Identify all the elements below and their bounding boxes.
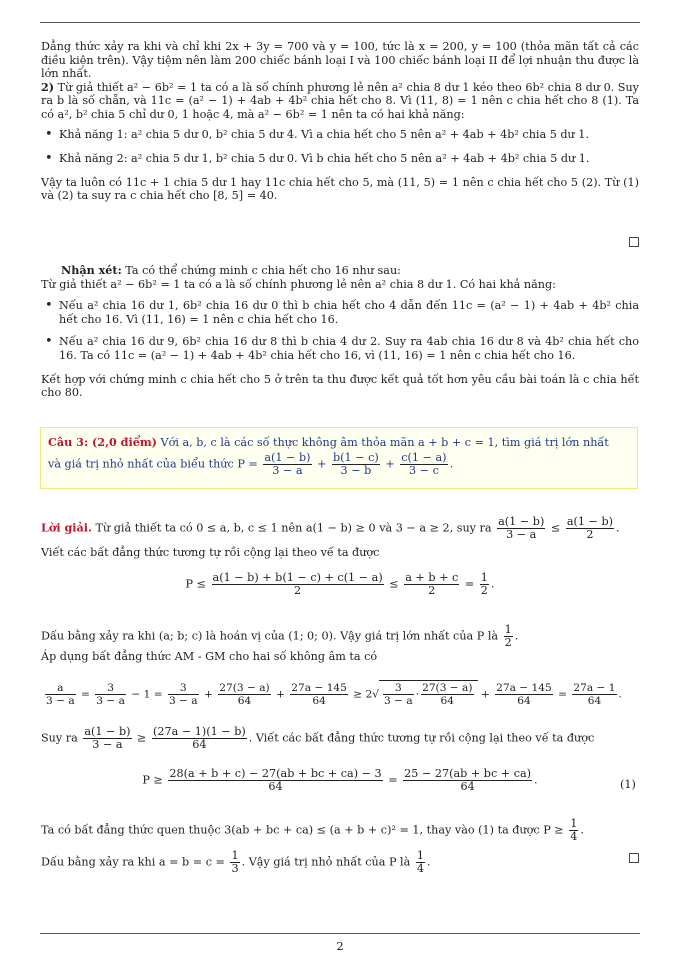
solution-text-7b: . Vậy giá trị nhỏ nhất của P là	[241, 855, 411, 869]
case-item: • Khả năng 2: a² chia 5 dư 1, b² chia 5 dư 0. Vì b chia hết cho 5 nên a² + 4ab + 4b² chia 5 dư 1.	[41, 152, 639, 166]
remark-block	[41, 264, 639, 400]
fraction: $\frac{(27a - 1)(1 - b)}{64}$	[153, 725, 246, 751]
footer-rule	[40, 933, 640, 934]
fraction: $\frac{27(3 - a)}{64}$	[422, 682, 473, 707]
fraction: $\frac{3}{3 - a}$	[96, 682, 125, 707]
question-text-2: và giá trị nhỏ nhất của biểu thức P =	[48, 457, 258, 471]
solution-text-1: Từ giả thiết ta có 0 ≤ a, b, c ≤ 1 nên a(1 − b) ≥ 0 và 3 − a ≥ 2, suy ra	[95, 521, 492, 535]
fraction: $\frac{a}{3 - a}$	[46, 682, 75, 707]
remark-intro-text: Ta có thể chứng minh c chia hết cho 16 như sau:	[125, 264, 401, 277]
page-number: 2	[336, 939, 344, 953]
solution-text-5a: Suy ra	[41, 731, 78, 745]
fraction: $\frac{c(1 - a)}{3 - c}$	[401, 451, 447, 477]
remark-label: Nhận xét:	[61, 263, 122, 277]
solution-line-7: Dấu bằng xảy ra khi a = b = c = $\frac{1}{3}$ . Vậy giá trị nhỏ nhất của P là $\frac{1}{4}$ .	[41, 849, 431, 875]
remark-intro	[41, 264, 639, 278]
fraction: $\frac{28(a + b + c) - 27(ab + bc + ca) - 3}{64}$	[169, 767, 382, 793]
fraction: $\frac{3}{3 - a}$	[384, 682, 413, 707]
question-line-2: và giá trị nhỏ nhất của biểu thức P = $\frac{a(1 - b)}{3 - a}$ + $\frac{b(1 - c)}{3 - b}$ + $\frac{c(1 - a)}{3 - c}$ .	[48, 451, 454, 477]
solution-line-3: Dấu bằng xảy ra khi (a; b; c) là hoán vị của (1; 0; 0). Vậy giá trị lớn nhất của P là $\frac{1}{2}$ .	[41, 623, 519, 649]
qed-box	[629, 237, 639, 247]
question-label: Câu 3: (2,0 điểm)	[48, 435, 157, 449]
para-2-text: Từ giả thiết a² − 6b² = 1 ta có a là số chính phương lẻ nên a² chia 8 dư 1 kéo theo 6b² chia 8 dư 0. Suy ra b là số chẵn, và 11c = (a² − 1) + 4ab + 4b² chia hết cho 8. Vì (11, 8) = 1 nên c chia hết cho 8 (1). Ta có a², b² chia 5 chỉ dư 0, 1 hoặc 4, mà a² − 6b² = 1 nên ta có hai khả năng:	[41, 80, 639, 121]
fraction: $\frac{25 - 27(ab + bc + ca)}{64}$	[404, 767, 532, 793]
remark-item: • Nếu a² chia 16 dư 9, 6b² chia 16 dư 8 thì b chia 4 dư 2. Suy ra 4ab chia 16 dư 8 và 4b² chia hết cho 16. Ta có 11c = (a² − 1) + 4ab + 4b² chia hết cho 16, vì (11, 16) = 1 nên c chia hết cho 16.	[41, 335, 639, 362]
fraction: $\frac{27a - 1}{64}$	[573, 682, 616, 707]
sqrt-radicand: $\frac{3}{3 - a}$ · $\frac{27(3 - a)}{64}$	[379, 680, 477, 707]
fraction: $\frac{1}{4}$	[570, 817, 578, 843]
part-label: 2)	[41, 79, 55, 94]
para-3: Vậy ta luôn có 11c + 1 chia 5 dư 1 hay 11c chia hết cho 5, mà (11, 5) = 1 nên c chia hết cho 5 (2). Từ (1) và (2) ta suy ra c chia hết cho [8, 5] = 40.	[41, 175, 639, 203]
header-rule	[40, 22, 640, 23]
fraction: $\frac{27(3 - a)}{64}$	[219, 682, 270, 707]
equation-tag: (1)	[620, 778, 636, 791]
fraction: $\frac{a + b + c}{2}$	[405, 571, 459, 597]
fraction: $\frac{1}{2}$	[480, 571, 488, 597]
remark-conclusion: Kết hợp với chứng minh c chia hết cho 5 ở trên ta thu được kết quả tốt hơn yêu cầu bài toán là c chia hết cho 80.	[41, 372, 639, 400]
equation-upper-bound: P ≤ $\frac{a(1 - b) + b(1 - c) + c(1 - a)}{2}$ ≤ $\frac{a + b + c}{2}$ = $\frac{1}{2}$ .	[185, 571, 495, 597]
fraction: $\frac{1}{3}$	[231, 849, 239, 875]
fraction: $\frac{a(1 - b) + b(1 - c) + c(1 - a)}{2}$	[212, 571, 383, 597]
paragraph-conclusion-1	[41, 40, 639, 203]
fraction: $\frac{27a - 145}{64}$	[496, 682, 552, 707]
qed-box	[629, 853, 639, 863]
fraction: $\frac{a(1 - b)}{3 - a}$	[498, 515, 545, 541]
solution-line-5: Suy ra $\frac{a(1 - b)}{3 - a}$ ≥ $\frac{(27a - 1)(1 - b)}{64}$ . Viết các bất đẳng thức tương tự rồi cộng lại theo vế ta được	[41, 725, 595, 751]
fraction: $\frac{27a - 145}{64}$	[291, 682, 347, 707]
fraction: $\frac{b(1 - c)}{3 - b}$	[333, 451, 379, 477]
fraction: $\frac{3}{3 - a}$	[168, 682, 198, 707]
solution-text-7: Dấu bằng xảy ra khi a = b = c =	[41, 855, 225, 869]
cases-list	[41, 128, 639, 166]
solution-line-4: Áp dụng bất đẳng thức AM - GM cho hai số không âm ta có	[41, 650, 378, 663]
case-item: • Khả năng 1: a² chia 5 dư 0, b² chia 5 dư 4. Vì a chia hết cho 5 nên a² + 4ab + 4b² chia 5 dư 1.	[41, 128, 639, 142]
fraction: $\frac{1}{4}$	[416, 849, 424, 875]
remark-item: • Nếu a² chia 16 dư 1, 6b² chia 16 dư 0 thì b chia hết cho 4 dẫn đến 11c = (a² − 1) + 4ab + 4b² chia hết cho 16. Vì (11, 16) = 1 nên c chia hết cho 16.	[41, 299, 639, 326]
solution-label: Lời giải.	[41, 520, 92, 535]
remark-list	[41, 299, 639, 362]
solution-line-6: Ta có bất đẳng thức quen thuộc 3(ab + bc + ca) ≤ (a + b + c)² = 1, thay vào (1) ta được P ≥ $\frac{1}{4}$ .	[41, 817, 584, 843]
solution-text-6: Ta có bất đẳng thức quen thuộc 3(ab + bc + ca) ≤ (a + b + c)² = 1, thay vào (1) ta được P ≥	[41, 823, 564, 837]
fraction: $\frac{a(1 - b)}{3 - a}$	[84, 725, 131, 751]
solution-text-3: Dấu bằng xảy ra khi (a; b; c) là hoán vị của (1; 0; 0). Vậy giá trị lớn nhất của P là	[41, 629, 499, 643]
para-1: Dẳng thức xảy ra khi và chỉ khi 2x + 3y = 700 và y = 100, tức là x = 200, y = 100 (thỏa mãn tất cả các điều kiện trên). Vậy tiệm nên làm 200 chiếc bánh loại I và 100 chiếc bánh loại II để lợi nhuận thu được là lớn nhất.	[41, 40, 639, 81]
equation-lower-bound: P ≥ $\frac{28(a + b + c) - 27(ab + bc + ca) - 3}{64}$ = $\frac{25 - 27(ab + bc + ca)}{64}$ .	[142, 767, 538, 793]
solution-line-2: Viết các bất đẳng thức tương tự rồi cộng lại theo vế ta được	[41, 546, 380, 559]
question-line-1	[48, 435, 609, 449]
solution-text-5b: . Viết các bất đẳng thức tương tự rồi cộng lại theo vế ta được	[248, 731, 595, 745]
remark-line: Từ giả thiết a² − 6b² = 1 ta có a là số chính phương lẻ nên a² chia 8 dư 1. Có hai khả năng:	[41, 277, 556, 291]
fraction: $\frac{a(1 - b)}{2}$	[566, 515, 613, 541]
solution-line-1: Lời giải. Từ giả thiết ta có 0 ≤ a, b, c ≤ 1 nên a(1 − b) ≥ 0 và 3 − a ≥ 2, suy ra $\frac{a(1 - b)}{3 - a}$ ≤ $\frac{a(1 - b)}{2}$ .	[41, 515, 620, 541]
equation-am-gm: $\frac{a}{3 - a}$ = $\frac{3}{3 - a}$ − 1 = $\frac{3}{3 - a}$ + $\frac{27(3 - a)}{64}$ + $\frac{27a - 145}{64}$ ≥ 2√ $\frac{3}{3 - a}$ · $\frac{27(3 - a)}{64}$ + $\frac{27a - 145}{64}$ = $\frac{27a - 1}{64}$ .	[46, 682, 622, 707]
fraction: $\frac{a(1 - b)}{3 - a}$	[264, 451, 311, 477]
para-2	[41, 81, 639, 122]
fraction: $\frac{1}{2}$	[504, 623, 512, 649]
question-text-1: Với a, b, c là các số thực không âm thỏa mãn a + b + c = 1, tìm giá trị lớn nhất	[160, 436, 609, 449]
